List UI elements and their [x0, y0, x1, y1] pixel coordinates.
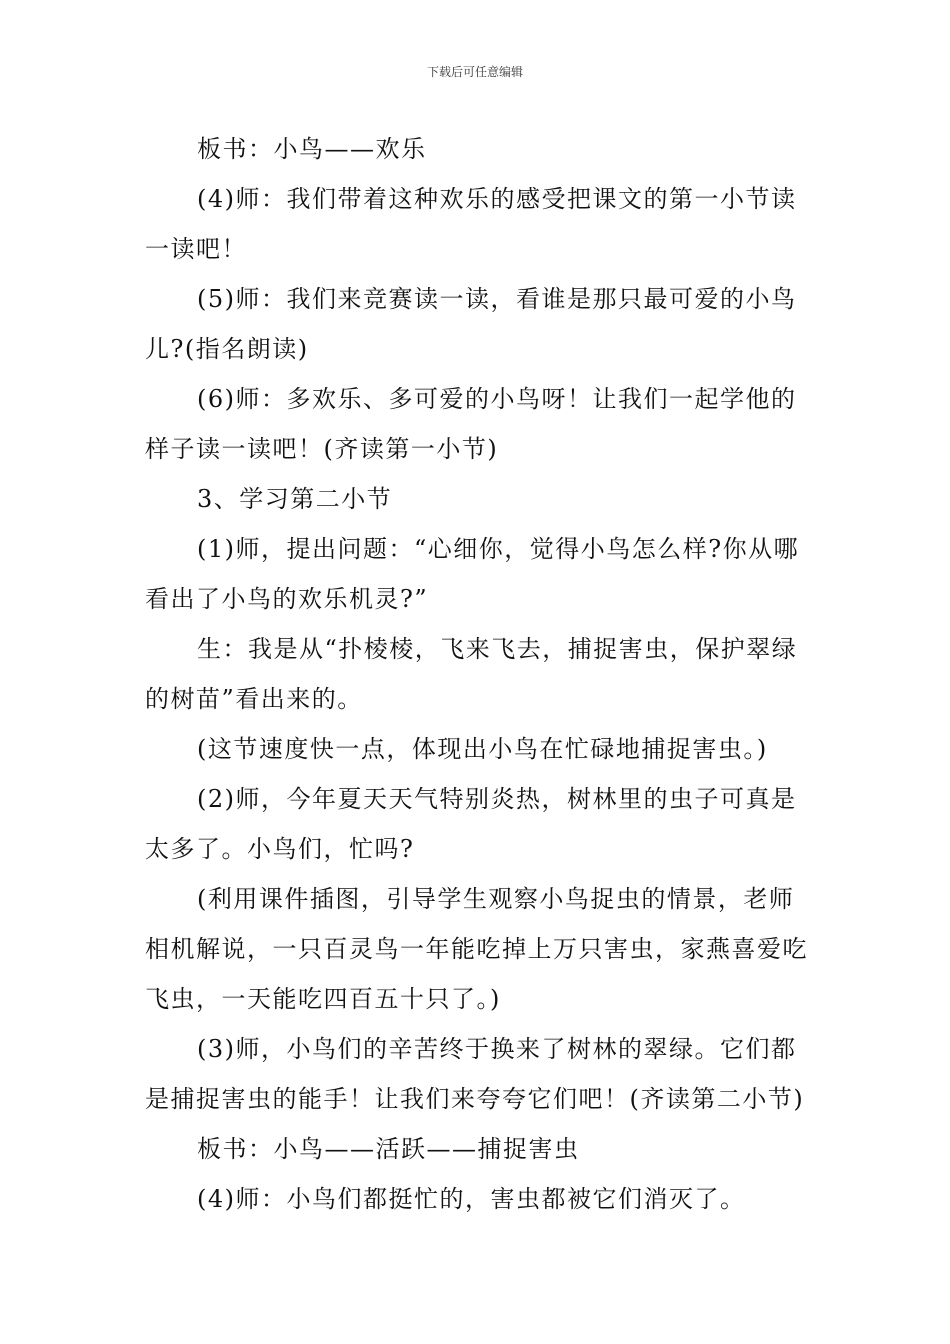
- paragraph-teacher-4: (4)师：我们带着这种欢乐的感受把课文的第一小节读一读吧！: [145, 185, 797, 263]
- paragraph-board-writing-2: 板书：小鸟——活跃——捕捉害虫: [197, 1135, 580, 1163]
- paragraph-teacher-5: (5)师：我们来竞赛读一读，看谁是那只最可爱的小鸟儿?(指名朗读): [145, 285, 797, 363]
- paragraph-reading-note: (这节速度快一点，体现出小鸟在忙碌地捕捉害虫。): [197, 735, 768, 763]
- paragraph-teacher-3: (3)师，小鸟们的辛苦终于换来了树林的翠绿。它们都是捕捉害虫的能手！让我们来夸夸它们吧！(齐读第二小节): [145, 1035, 805, 1113]
- paragraph-board-writing-1: 板书：小鸟——欢乐: [197, 135, 427, 163]
- paragraph-teacher-question-1: (1)师，提出问题：“心细你，觉得小鸟怎么样?你从哪看出了小鸟的欢乐机灵?”: [145, 535, 800, 613]
- paragraph-student-answer: 生：我是从“扑棱棱，飞来飞去，捕捉害虫，保护翠绿的树苗”看出来的。: [145, 635, 798, 713]
- paragraph-teacher-6: (6)师：多欢乐、多可爱的小鸟呀！让我们一起学他的样子读一读吧！(齐读第一小节): [145, 385, 797, 463]
- page-header-note: 下载后可任意编辑: [426, 65, 523, 79]
- document-body: [145, 124, 810, 1224]
- paragraph-teacher-4b: (4)师：小鸟们都挺忙的，害虫都被它们消灭了。: [197, 1185, 746, 1213]
- section-heading-study-second-stanza: 3、学习第二小节: [197, 485, 393, 513]
- paragraph-courseware-note: (利用课件插图，引导学生观察小鸟捉虫的情景，老师相机解说，一只百灵鸟一年能吃掉上万只害虫，家燕喜爱吃飞虫，一天能吃四百五十只了。): [145, 885, 808, 1013]
- paragraph-teacher-2: (2)师，今年夏天天气特别炎热，树林里的虫子可真是太多了。小鸟们，忙吗?: [145, 785, 797, 863]
